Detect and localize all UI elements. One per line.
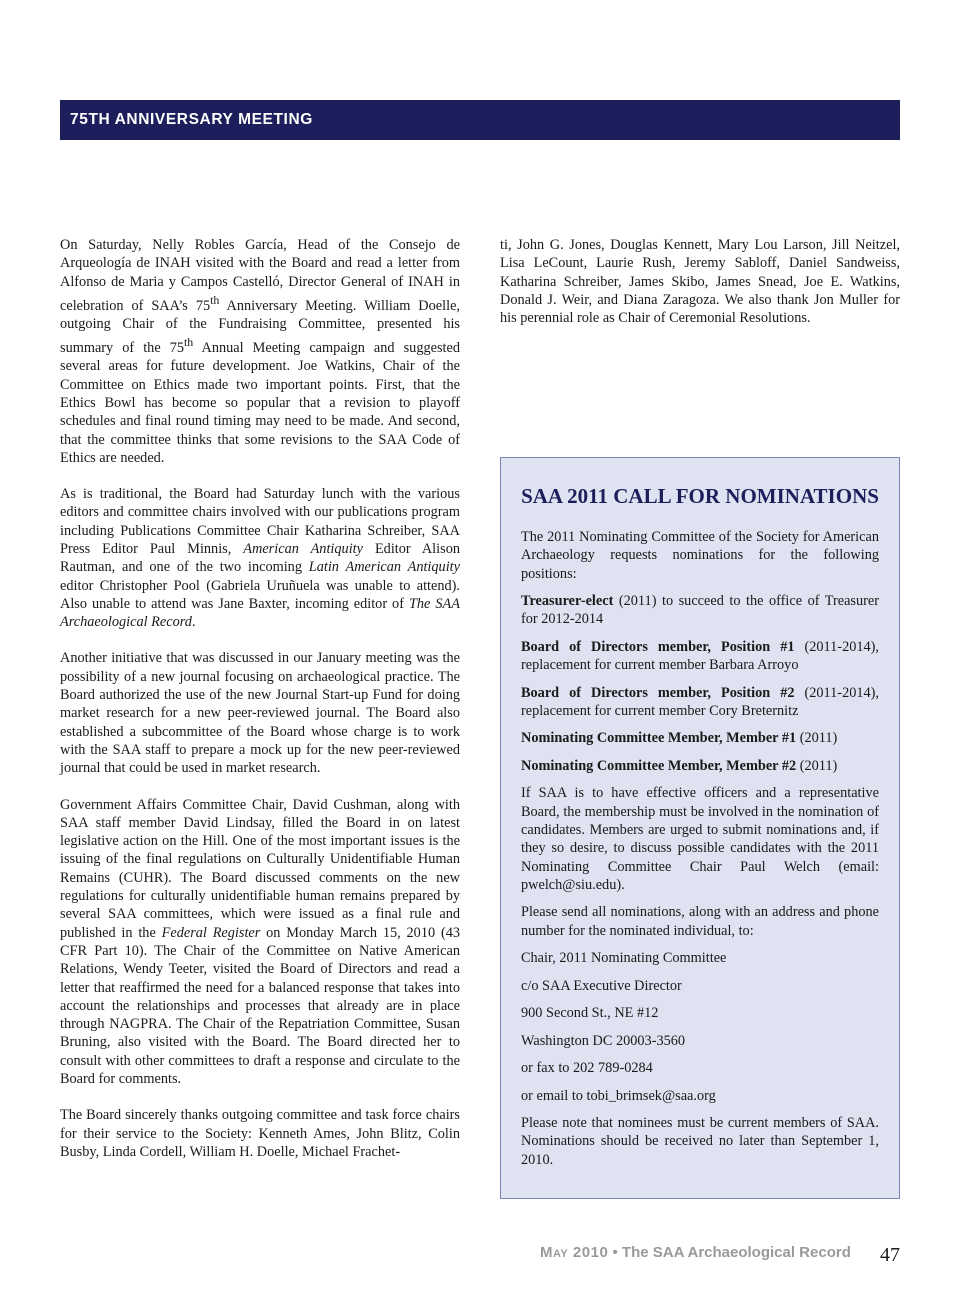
paragraph-send-nominations: Please send all nominations, along with an address and phone number for the nominated individual, to: (521, 904, 879, 939)
running-footer (540, 1244, 851, 1261)
text-run: editor Christopher Pool (Gabriela Uruñuela was unable to attend). Also unable to attend was Jane Baxter, incoming editor of (60, 577, 460, 612)
position-detail: (2011) (796, 730, 838, 747)
right-column-text (500, 236, 900, 327)
position-name: Nominating Committee Member, Member #1 (521, 730, 797, 747)
position-detail: (2011-2014), replacement for current member Cory Breternitz (521, 684, 880, 719)
page-number: 47 (880, 1244, 900, 1266)
address-line: 900 Second St., NE #12 (521, 1005, 659, 1022)
page-footer (540, 1244, 900, 1268)
footer-publication: The SAA Archaeological Record (621, 1244, 851, 1261)
nominations-title: SAA 2011 CALL FOR NOMINATIONS (521, 484, 879, 508)
nominations-intro: The 2011 Nominating Committee of the Society for American Archaeology requests nominations for the following positions: (521, 529, 879, 582)
nominations-box (500, 457, 900, 1199)
position-nominating-2 (521, 757, 879, 775)
position-board-2 (521, 684, 879, 721)
paragraph-thanks-continued: ti, John G. Jones, Douglas Kennett, Mary Lou Larson, Jill Neitzel, Lisa LeCount, Laurie Rush, Jeremy Sabloff, Daniel Sandweiss, Katharina Schreiber, James Skibo, James Snead, Joe E. Watkins, Donald J. Weir, and Diana Zaragoza. We also thank Jon Muller for his perennial role as Chair of Ceremonial Resolutions. (500, 237, 900, 327)
paragraph-thanks: The Board sincerely thanks outgoing committee and task force chairs for their service to the Society: Kenneth Ames, John Blitz, Colin Busby, Linda Cordell, William H. Doelle, Michael Frachet- (60, 1107, 460, 1160)
superscript: th (210, 292, 220, 307)
text-run: On Saturday, Nelly Robles García, Head of the Consejo de Arqueología de INAH visited with the Board and read a letter from Alfonso de Maria y Campos Castelló, Director General of INAH in celebration of SAA’s 75 (60, 237, 460, 314)
footer-date: May 2010 (540, 1244, 609, 1261)
address-line: c/o SAA Executive Director (521, 977, 682, 994)
position-treasurer (521, 592, 879, 629)
paragraph-publications-lunch (60, 485, 460, 631)
text-run: Annual Meeting campaign and suggested several areas for future development. Joe Watkins, Chair of the Committee on Ethics made two important points. First, that the Ethics Bowl has become so popular that a revision to playoff schedules and final round timing may need to be made. And second, that the committee thinks that some revisions to the SAA Code of Ethics are needed. (60, 340, 460, 466)
position-nominating-1 (521, 729, 879, 747)
paragraph-new-journal: Another initiative that was discussed in our January meeting was the possibility of a new journal focusing on archaeological practice. The Board authorized the use of the new Journal Start-up Fund for doing market research for a new peer-reviewed journal. The Board also established a subcommittee of the Board whose charge is to work with the SAA staff to prepare a mock up for the new peer-reviewed journal that could be used in market research. (60, 650, 460, 777)
position-name: Board of Directors member, Position #2 (521, 684, 795, 701)
journal-title: The SAA Archaeological Record (60, 595, 460, 631)
text-run: . (191, 614, 196, 631)
text-run: Anniversary Meeting. William Doelle, outgoing Chair of the Fundraising Committee, presented his summary of the 75 (60, 297, 460, 357)
position-name: Board of Directors member, Position #1 (521, 638, 795, 655)
journal-title: Latin American Antiquity (308, 559, 460, 576)
position-detail: (2011) (796, 757, 838, 774)
paragraph-note: Please note that nominees must be current members of SAA. Nominations should be received no later than September 1, 2010. (521, 1115, 879, 1168)
text-run: Government Affairs Committee Chair, David Cushman, along with SAA staff member David Lindsay, filled the Board in on latest legislative action on the Hill. One of the most important issues is the issuing of the final regulations on Culturally Unidentifiable Human Remains (CUHR). The Board discussed comments on the new regulations for culturally unidentifiable human remains prepared by several SAA committees, which were issued as a final rule and published in the (60, 796, 460, 941)
journal-title: American Antiquity (243, 540, 363, 557)
email-line: or email to tobi_brimsek@saa.org (521, 1087, 716, 1104)
position-detail: (2011-2014), replacement for current member Barbara Arroyo (521, 638, 880, 674)
position-name: Treasurer-elect (521, 593, 614, 610)
address-line: Chair, 2011 Nominating Committee (521, 950, 727, 967)
address-line: Washington DC 20003-3560 (521, 1032, 686, 1049)
paragraph-government-affairs (60, 796, 460, 1089)
text-run: Editor Alison Rautman, and one of the two incoming (60, 540, 460, 576)
section-banner (60, 100, 900, 140)
fax-line: or fax to 202 789-0284 (521, 1060, 653, 1077)
position-board-1 (521, 638, 879, 675)
position-detail: (2011) to succeed to the office of Treasurer for 2012-2014 (521, 593, 879, 628)
section-banner-title: 75TH ANNIVERSARY MEETING (70, 111, 313, 128)
position-name: Nominating Committee Member, Member #2 (521, 757, 797, 774)
text-run: As is traditional, the Board had Saturday lunch with the various editors and committee chairs involved with our publications program including Publications Committee Chair Katharina Schreiber, SAA Press Editor Paul Minnis, (60, 486, 460, 557)
paragraph-board-visit (60, 236, 460, 467)
text-run: on Monday March 15, 2010 (43 CFR Part 10). The Chair of the Committee on Native American Relations, Wendy Teeter, visited the Board of Directors and read a letter that reaffirmed the need for a balanced response that takes into account the relationships and processes that already are in place through NAGPRA. The Chair of the Repatriation Committee, Susan Bruning, also visited with the Board. The Board directed her to consult with other committees to draft a response and circulate to the Board for comments. (60, 924, 460, 1087)
left-column (60, 236, 460, 1179)
paragraph-effective-officers: If SAA is to have effective officers and a representative Board, the membership must be involved in the nomination of candidates. Members are urged to submit nominations and, if they so desire, to discuss possible candidates with the 2011 Nominating Committee Chair Paul Welch (email: pwelch@siu.edu). (521, 785, 879, 893)
footer-bullet: • (612, 1244, 618, 1261)
superscript: th (184, 335, 194, 350)
publication-title: Federal Register (161, 924, 261, 941)
